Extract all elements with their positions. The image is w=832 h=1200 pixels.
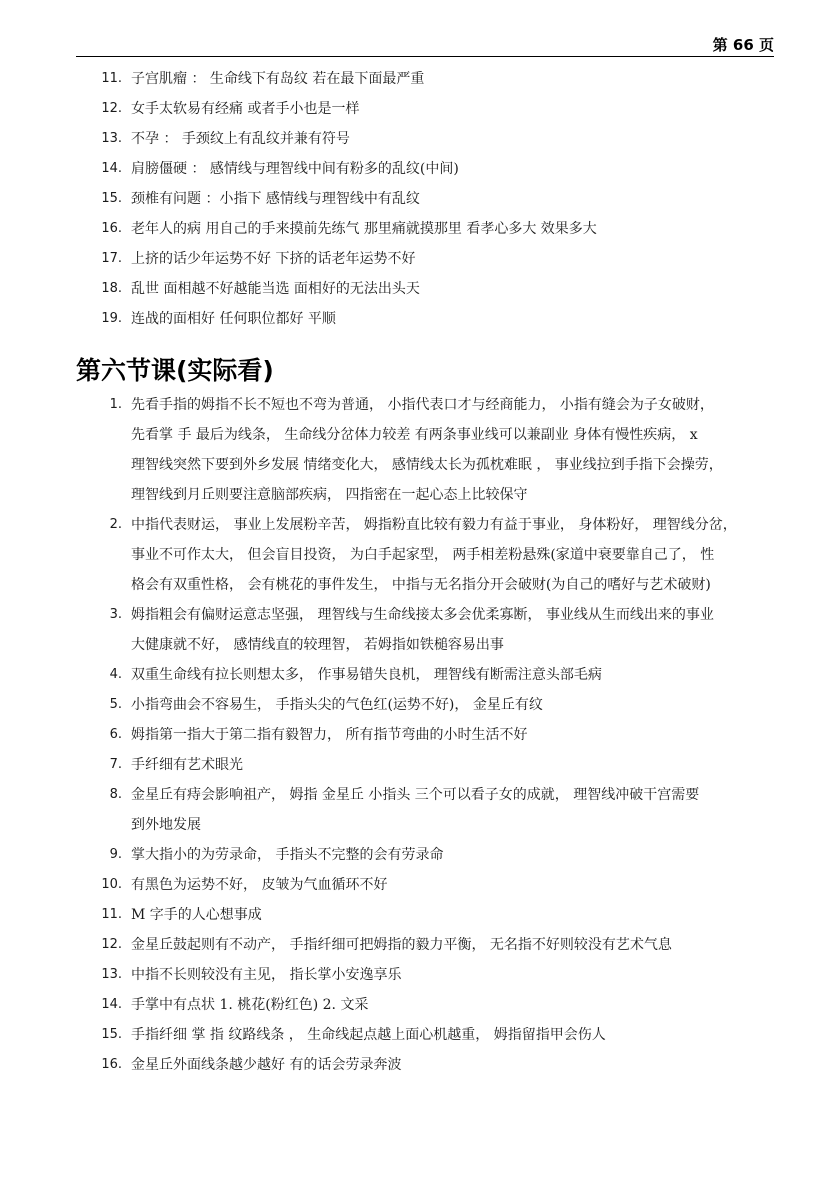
list-item (0, 274, 771, 304)
list-item-number: 5. (109, 697, 122, 712)
list-item (0, 840, 771, 870)
list-item (0, 750, 771, 780)
list-item-number: 15. (101, 1027, 122, 1042)
list-item-text: 金星丘有痔会影响祖产， 姆指 金星丘 小指头 三个可以看子女的成就， 理智线冲破干宫需要 (131, 787, 700, 803)
list-item-number: 4. (109, 667, 122, 682)
list-item-number: 14. (101, 161, 122, 176)
page-number: 第 66 页 (712, 36, 774, 54)
list-item (0, 304, 771, 334)
page-header (76, 34, 774, 57)
list-item (0, 960, 771, 990)
numbered-list-top (0, 64, 832, 334)
list-item-text: 理智线到月丘则要注意脑部疾病， 四指密在一起心态上比较保守 (131, 487, 528, 503)
list-item-text: 大健康就不好， 感情线直的较理智， 若姆指如铁槌容易出事 (131, 637, 504, 653)
list-item-text: 女手太软易有经痛 或者手小也是一样 (131, 101, 360, 117)
list-item-number: 9. (109, 847, 122, 862)
list-item-text: 颈椎有问题 ：小指下 感情线与理智线中有乱纹 (131, 191, 420, 207)
list-item (0, 720, 771, 750)
list-item (0, 1020, 771, 1050)
list-item-number: 2. (109, 517, 122, 532)
list-item-text: 金星丘鼓起则有不动产， 手指纤细可把姆指的毅力平衡， 无名指不好则较没有艺术气息 (131, 937, 672, 953)
list-item-number: 11. (101, 907, 122, 922)
list-item-text: 不孕 ： 手颈纹上有乱纹并兼有符号 (131, 131, 350, 147)
list-item-text: 手纤细有艺术眼光 (131, 757, 243, 773)
list-item (0, 214, 771, 244)
list-item (0, 600, 771, 660)
list-item-number: 15. (101, 191, 122, 206)
list-item-text: 双重生命线有拉长则想太多， 作事易错失良机， 理智线有断需注意头部毛病 (131, 667, 602, 683)
list-item (0, 184, 771, 214)
list-item-text: 格会有双重性格， 会有桃花的事件发生， 中指与无名指分开会破财(为自己的嗜好与艺术破财) (131, 577, 711, 593)
list-item-text: 肩膀僵硬 ： 感情线与理智线中间有粉多的乱纹(中间) (131, 161, 459, 177)
list-item-text: 有黑色为运势不好， 皮皱为气血循环不好 (131, 877, 388, 893)
list-item (0, 64, 771, 94)
list-item-number: 19. (101, 311, 122, 326)
list-item (0, 244, 771, 274)
list-item-number: 17. (101, 251, 122, 266)
list-item-number: 10. (101, 877, 122, 892)
list-item-number: 13. (101, 131, 122, 146)
list-item-number: 3. (109, 607, 122, 622)
list-item-number: 13. (101, 967, 122, 982)
list-item-number: 16. (101, 1057, 122, 1072)
list-item (0, 510, 771, 600)
section-title: 第六节课(实际看) (76, 356, 274, 385)
list-item-text: 先看掌 手 最后为线条， 生命线分岔体力较差 有两条事业线可以兼副业 身体有慢性疾病， x (131, 427, 698, 443)
list-item-number: 7. (109, 757, 122, 772)
list-item-text: 金星丘外面线条越少越好 有的话会劳录奔波 (131, 1057, 402, 1073)
list-item-number: 14. (101, 997, 122, 1012)
list-item-number: 18. (101, 281, 122, 296)
list-item-number: 11. (101, 71, 122, 86)
list-item-text: M 字手的人心想事成 (131, 907, 262, 923)
list-item (0, 990, 771, 1020)
list-item-number: 8. (109, 787, 122, 802)
list-item-text: 先看手指的姆指不长不短也不弯为普通， 小指代表口才与经商能力， 小指有缝会为子女破财， (131, 397, 714, 413)
list-item-text: 中指代表财运， 事业上发展粉辛苦， 姆指粉直比较有毅力有益于事业， 身体粉好， 理智线分岔， (131, 517, 737, 533)
list-item-number: 6. (109, 727, 122, 742)
list-item (0, 780, 771, 840)
list-item-number: 12. (101, 937, 122, 952)
list-item-number: 1. (109, 397, 122, 412)
list-item (0, 94, 771, 124)
list-item-text: 连战的面相好 任何职位都好 平顺 (131, 311, 336, 327)
list-item-text: 理智线突然下要到外乡发展 情绪变化大， 感情线太长为孤枕难眠 ， 事业线拉到手指下会操劳， (131, 457, 723, 473)
list-item-text: 姆指粗会有偏财运意志坚强， 理智线与生命线接太多会优柔寡断， 事业线从生而线出来的事业 (131, 607, 714, 623)
list-item (0, 124, 771, 154)
numbered-list-bottom (0, 390, 832, 1080)
list-item (0, 1050, 771, 1080)
list-item-text: 小指弯曲会不容易生， 手指头尖的气色红(运势不好)， 金星丘有纹 (131, 697, 543, 713)
list-item-number: 12. (101, 101, 122, 116)
list-item (0, 390, 771, 510)
list-item-text: 到外地发展 (131, 817, 201, 833)
list-item-text: 子宫肌瘤 ： 生命线下有岛纹 若在最下面最严重 (131, 71, 425, 87)
list-item-text: 上挤的话少年运势不好 下挤的话老年运势不好 (131, 251, 416, 267)
list-item (0, 690, 771, 720)
list-item-text: 事业不可作太大， 但会盲目投资， 为白手起家型， 两手相差粉悬殊(家道中衰要靠自己了， 性 (131, 547, 715, 563)
list-item (0, 870, 771, 900)
list-item (0, 900, 771, 930)
list-item-text: 中指不长则较没有主见， 指长掌小安逸享乐 (131, 967, 402, 983)
list-item-text: 手掌中有点状 1. 桃花(粉红色) 2. 文采 (131, 997, 369, 1013)
list-item-text: 掌大指小的为劳录命， 手指头不完整的会有劳录命 (131, 847, 444, 863)
list-item-number: 16. (101, 221, 122, 236)
list-item (0, 154, 771, 184)
list-item-text: 老年人的病 用自己的手来摸前先练气 那里痛就摸那里 看孝心多大 效果多大 (131, 221, 597, 237)
list-item-text: 手指纤细 掌 指 纹路线条 ， 生命线起点越上面心机越重， 姆指留指甲会伤人 (131, 1027, 606, 1043)
list-item (0, 930, 771, 960)
list-item-text: 乱世 面相越不好越能当选 面相好的无法出头天 (131, 281, 420, 297)
list-item (0, 660, 771, 690)
list-item-text: 姆指第一指大于第二指有毅智力， 所有指节弯曲的小时生活不好 (131, 727, 528, 743)
